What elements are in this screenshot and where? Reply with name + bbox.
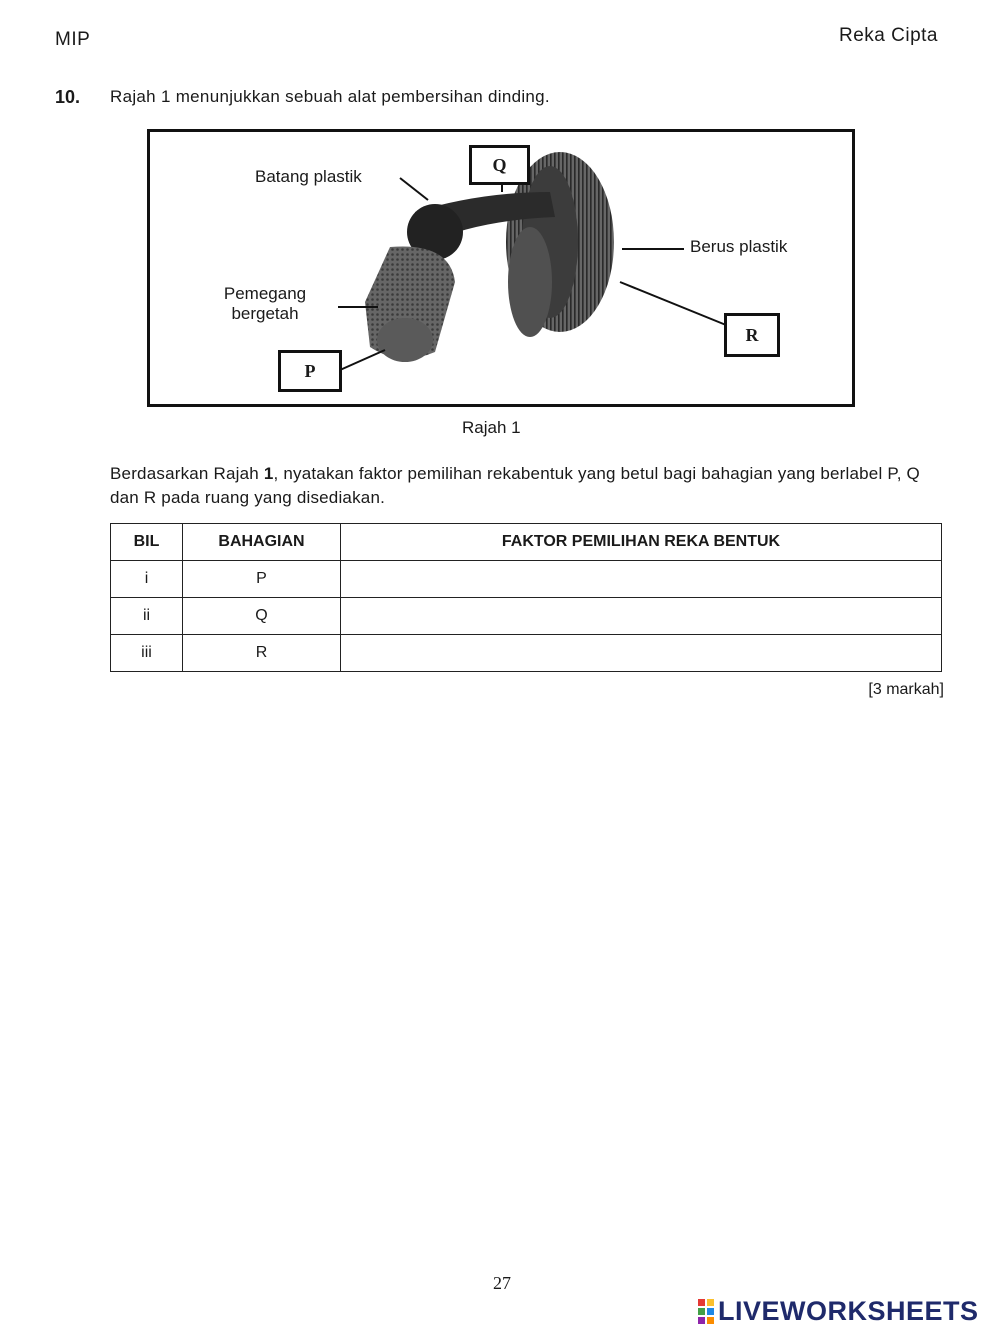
instruction-bold: 1 xyxy=(263,464,274,483)
row-bil: iii xyxy=(111,635,183,672)
logo-square xyxy=(698,1308,705,1315)
answer-field-p[interactable] xyxy=(341,561,942,598)
logo-square xyxy=(698,1299,705,1306)
instruction-text xyxy=(110,462,950,510)
figure-caption: Rajah 1 xyxy=(462,418,521,437)
handle-end xyxy=(377,318,433,362)
callout-r: R xyxy=(724,313,780,357)
answer-field-q[interactable] xyxy=(341,598,942,635)
answer-field-r[interactable] xyxy=(341,635,942,672)
label-batang-plastik: Batang plastik xyxy=(255,167,362,186)
header-right: Reka Cipta xyxy=(839,25,938,46)
leader-batang xyxy=(400,178,428,200)
figure-frame xyxy=(147,129,855,407)
table-row xyxy=(111,635,942,672)
row-bahagian: Q xyxy=(183,598,341,635)
leader-r xyxy=(620,282,726,325)
table-row xyxy=(111,598,942,635)
callout-p: P xyxy=(278,350,342,392)
label-berus-plastik: Berus plastik xyxy=(690,237,788,256)
row-bil: ii xyxy=(111,598,183,635)
brand-name: LIVEWORKSHEETS xyxy=(718,1296,979,1326)
logo-square xyxy=(707,1308,714,1315)
page-number: 27 xyxy=(493,1273,511,1293)
table-row xyxy=(111,561,942,598)
header-left: MIP xyxy=(55,29,91,50)
marks-label: [3 markah] xyxy=(868,681,944,698)
answer-table xyxy=(110,523,942,672)
row-bahagian: R xyxy=(183,635,341,672)
question-number: 10. xyxy=(55,87,81,107)
header-bahagian: BAHAGIAN xyxy=(183,524,341,561)
label-pemegang-line2: bergetah xyxy=(231,304,299,323)
logo-square xyxy=(707,1317,714,1324)
instruction-part1: Berdasarkan Rajah xyxy=(110,464,264,483)
instruction-part2: , nyatakan faktor pemilihan rekabentuk yang betul bagi bahagian yang berlabel P, Q dan R pada ruang yang disediakan. xyxy=(110,464,920,507)
brush-rim xyxy=(508,227,552,337)
header-bil: BIL xyxy=(111,524,183,561)
logo-square xyxy=(707,1299,714,1306)
label-pemegang-bergetah xyxy=(210,284,320,324)
callout-q: Q xyxy=(469,145,530,185)
row-bahagian: P xyxy=(183,561,341,598)
header-faktor: FAKTOR PEMILIHAN REKA BENTUK xyxy=(341,524,942,561)
table-header-row xyxy=(111,524,942,561)
question-text: Rajah 1 menunjukkan sebuah alat pembersihan dinding. xyxy=(110,87,550,106)
row-bil: i xyxy=(111,561,183,598)
label-pemegang-line1: Pemegang xyxy=(223,284,307,303)
logo-square xyxy=(698,1317,705,1324)
leader-p xyxy=(340,350,385,370)
